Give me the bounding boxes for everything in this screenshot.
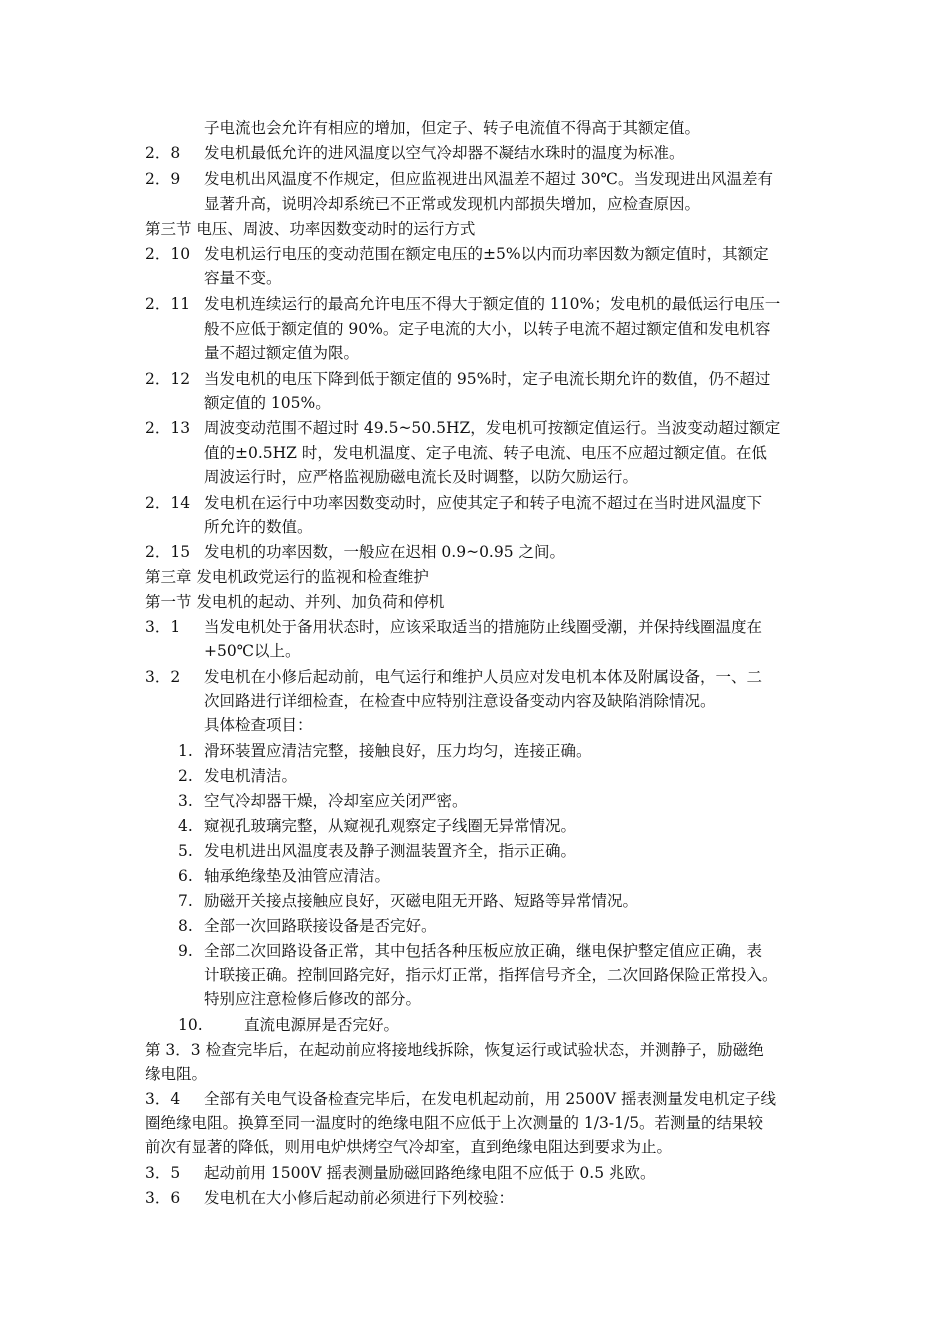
check-item: 窥视孔玻璃完整，从窥视孔观察定子线圈无异常情况。 (204, 817, 577, 835)
clause-number: 3．4 (145, 1090, 181, 1108)
text-line: 发电机运行电压的变动范围在额定电压的±5%以内而功率因数为额定值时，其额定 (204, 245, 769, 263)
clause-number: 2．15 (145, 543, 191, 561)
text-line: 缘电阻。 (145, 1065, 208, 1083)
chapter-heading: 第三章 发电机政党运行的监视和检查维护 (145, 568, 429, 586)
item-number: 2. (178, 767, 193, 785)
section-heading: 第三节 电压、周波、功率因数变动时的运行方式 (145, 220, 476, 238)
clause-number: 3．6 (145, 1189, 181, 1207)
item-number: 8. (178, 917, 193, 935)
text-line: 周波变动范围不超过时 49.5~50.5HZ，发电机可按额定值运行。当波变动超过额定 (204, 419, 781, 437)
check-item: 全部二次回路设备正常，其中包括各种压板应放正确，继电保护整定值应正确，表 (204, 942, 763, 960)
item-number: 9. (178, 942, 193, 960)
text-line: 第 3．3 检查完毕后，在起动前应将接地线拆除，恢复运行或试验状态，并测静子，励磁绝 (145, 1041, 764, 1059)
clause-number: 2．10 (145, 245, 191, 263)
clause-number: 2．9 (145, 170, 181, 188)
text-line: 发电机最低允许的进风温度以空气冷却器不凝结水珠时的温度为标准。 (204, 144, 685, 162)
clause-number: 2．8 (145, 144, 181, 162)
text-line: 计联接正确。控制回路完好，指示灯正常，指挥信号齐全，二次回路保险正常投入。 (204, 966, 778, 984)
text-line: 周波运行时，应严格监视励磁电流长及时调整，以防欠励运行。 (204, 468, 639, 486)
text-line: 所允许的数值。 (204, 518, 313, 536)
check-item: 滑环装置应清洁完整，接触良好，压力均匀，连接正确。 (204, 742, 592, 760)
check-item: 发电机清洁。 (204, 767, 298, 785)
text-line: 当发电机的电压下降到低于额定值的 95%时，定子电流长期允许的数值，仍不超过 (204, 370, 771, 388)
text-line: 子电流也会允许有相应的增加，但定子、转子电流值不得高于其额定值。 (204, 119, 701, 137)
text-line: 量不超过额定值为限。 (204, 344, 360, 362)
text-line: 发电机出风温度不作规定，但应监视进出风温差不超过 30℃。当发现进出风温差有 (204, 170, 773, 188)
text-line: 全部有关电气设备检查完毕后，在发电机起动前，用 2500V 摇表测量发电机定子线 (204, 1090, 776, 1108)
item-number: 7. (178, 892, 193, 910)
clause-number: 2．11 (145, 295, 191, 313)
item-number: 3. (178, 792, 193, 810)
check-item: 轴承绝缘垫及油管应清洁。 (204, 867, 391, 885)
text-line: +50℃以上。 (204, 642, 301, 660)
text-line: 发电机在小修后起动前，电气运行和维护人员应对发电机本体及附属设备，一、二 (204, 668, 763, 686)
clause-number: 2．13 (145, 419, 191, 437)
check-item: 直流电源屏是否完好。 (244, 1016, 400, 1034)
text-line: 般不应低于额定值的 90%。定子电流的大小，以转子电流不超过额定值和发电机容 (204, 320, 771, 338)
text-line: 额定值的 105%。 (204, 394, 331, 412)
text-line: 显著升高，说明冷却系统已不正常或发现机内部损失增加，应检查原因。 (204, 195, 701, 213)
check-item: 全部一次回路联接设备是否完好。 (204, 917, 437, 935)
text-line: 容量不变。 (204, 269, 282, 287)
item-number: 4. (178, 817, 193, 835)
text-line: 具体检查项目： (204, 716, 313, 734)
check-item: 发电机进出风温度表及静子测温装置齐全，指示正确。 (204, 842, 577, 860)
text-line: 特别应注意检修后修改的部分。 (204, 990, 422, 1008)
text-line: 发电机连续运行的最高允许电压不得大于额定值的 110%；发电机的最低运行电压一 (204, 295, 781, 313)
clause-number: 3．5 (145, 1164, 181, 1182)
text-line: 发电机在大小修后起动前必须进行下列校验： (204, 1189, 515, 1207)
clause-number: 3．1 (145, 618, 181, 636)
item-number: 1. (178, 742, 193, 760)
text-line: 前次有显著的降低，则用电炉烘烤空气冷却室，直到绝缘电阻达到要求为止。 (145, 1138, 673, 1156)
text-line: 起动前用 1500V 摇表测量励磁回路绝缘电阻不应低于 0.5 兆欧。 (204, 1164, 656, 1182)
text-line: 值的±0.5HZ 时，发电机温度、定子电流、转子电流、电压不应超过额定值。在低 (204, 444, 767, 462)
check-item: 励磁开关接点接触应良好，灭磁电阻无开路、短路等异常情况。 (204, 892, 639, 910)
clause-number: 2．12 (145, 370, 191, 388)
clause-number: 3．2 (145, 668, 181, 686)
text-line: 发电机在运行中功率因数变动时，应使其定子和转子电流不超过在当时进风温度下 (204, 494, 763, 512)
text-line: 当发电机处于备用状态时，应该采取适当的措施防止线圈受潮，并保持线圈温度在 (204, 618, 763, 636)
text-line: 圈绝缘电阻。换算至同一温度时的绝缘电阻不应低于上次测量的 1/3-1/5。若测量的结果较 (145, 1114, 764, 1132)
item-number: 10. (178, 1016, 203, 1034)
check-item: 空气冷却器干燥，冷却室应关闭严密。 (204, 792, 468, 810)
item-number: 6. (178, 867, 193, 885)
clause-number: 2．14 (145, 494, 191, 512)
section-heading: 第一节 发电机的起动、并列、加负荷和停机 (145, 593, 445, 611)
text-line: 次回路进行详细检查，在检查中应特别注意设备变动内容及缺陷消除情况。 (204, 692, 716, 710)
item-number: 5. (178, 842, 193, 860)
text-line: 发电机的功率因数，一般应在迟相 0.9~0.95 之间。 (204, 543, 566, 561)
